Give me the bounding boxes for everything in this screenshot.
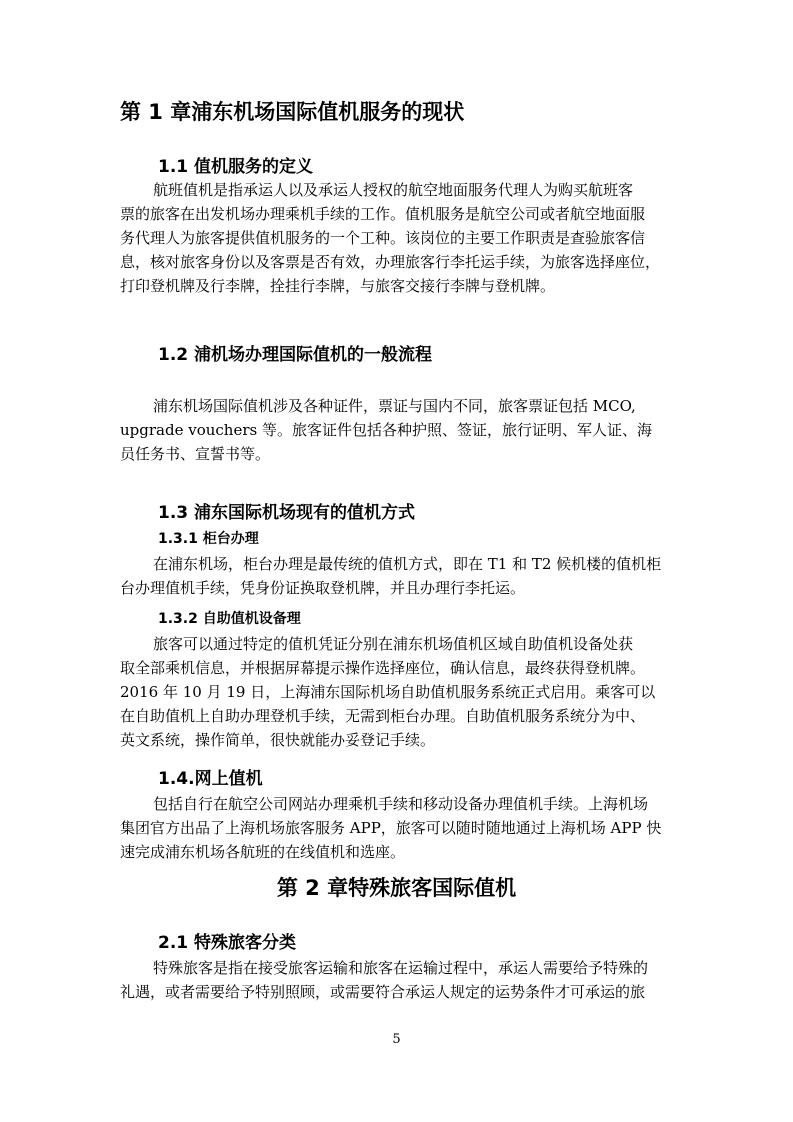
text-line: 台办理值机手续，凭身份证换取登机牌，并且办理行李托运。 (120, 579, 526, 597)
text-line: 2016 年 10 月 19 日，上海浦东国际机场自助值机服务系统正式启用。乘客可以 (120, 683, 656, 701)
page-number: 5 (392, 1032, 401, 1047)
section-1-3-2-paragraph (120, 632, 676, 752)
text-line: 特殊旅客是指在接受旅客运输和旅客在运输过程中，承运人需要给予特殊的 (153, 959, 649, 977)
section-1-1-heading: 1.1 值机服务的定义 (158, 157, 314, 177)
section-1-2-paragraph (120, 394, 676, 466)
text-line: upgrade vouchers 等。旅客证件包括各种护照、签证，旅行证明、军人证、海 (120, 421, 652, 439)
text-line: 航班值机是指承运人以及承运人授权的航空地面服务代理人为购买航班客 (153, 181, 634, 199)
section-1-4-paragraph (120, 792, 676, 864)
section-2-1-paragraph (120, 956, 676, 1004)
text-line: 浦东机场国际值机涉及各种证件，票证与国内不同，旅客票证包括 MCO, (153, 397, 636, 415)
section-1-2-heading: 1.2 浦机场办理国际值机的一般流程 (158, 345, 433, 365)
chapter-1-title: 第 1 章浦东机场国际值机服务的现状 (120, 100, 465, 124)
section-1-3-1-paragraph (120, 552, 676, 600)
chapter-2-title: 第 2 章特殊旅客国际值机 (276, 876, 517, 900)
text-line: 速完成浦东机场各航班的在线值机和选座。 (120, 843, 406, 861)
text-line: 旅客可以通过特定的值机凭证分别在浦东机场值机区域自助值机设备处获 (153, 635, 634, 653)
text-line: 务代理人为旅客提供值机服务的一个工种。该岗位的主要工作职责是查验旅客信 (120, 229, 646, 247)
section-1-4-heading: 1.4.网上值机 (158, 769, 263, 789)
text-line: 票的旅客在出发机场办理乘机手续的工作。值机服务是航空公司或者航空地面服 (120, 205, 646, 223)
section-2-1-heading: 2.1 特殊旅客分类 (158, 933, 297, 953)
text-line: 息，核对旅客身份以及客票是否有效，办理旅客行李托运手续，为旅客选择座位， (120, 253, 661, 271)
text-line: 取全部乘机信息，并根据屏幕提示操作选择座位，确认信息，最终获得登机牌。 (120, 659, 646, 677)
section-1-3-2-heading: 1.3.2 自助值机设备理 (158, 611, 301, 627)
section-1-3-1-heading: 1.3.1 柜台办理 (158, 531, 259, 547)
text-line: 礼遇，或者需要给予特别照顾，或需要符合承运人规定的运势条件才可承运的旅 (120, 983, 646, 1001)
text-line: 在浦东机场，柜台办理是最传统的值机方式，即在 T1 和 T2 候机楼的值机柜 (153, 555, 662, 573)
text-line: 集团官方出品了上海机场旅客服务 APP，旅客可以随时随地通过上海机场 APP 快 (120, 819, 662, 837)
text-line: 员任务书、宣誓书等。 (120, 445, 271, 463)
text-line: 英文系统，操作简单，很快就能办妥登记手续。 (120, 731, 436, 749)
text-line: 在自助值机上自助办理登机手续，无需到柜台办理。自助值机服务系统分为中、 (120, 707, 646, 725)
section-1-1-paragraph (120, 178, 676, 298)
text-line: 打印登机牌及行李牌，拴挂行李牌，与旅客交接行李牌与登机牌。 (120, 277, 556, 295)
text-line: 包括自行在航空公司网站办理乘机手续和移动设备办理值机手续。上海机场 (153, 795, 649, 813)
section-1-3-heading: 1.3 浦东国际机场现有的值机方式 (158, 503, 416, 523)
